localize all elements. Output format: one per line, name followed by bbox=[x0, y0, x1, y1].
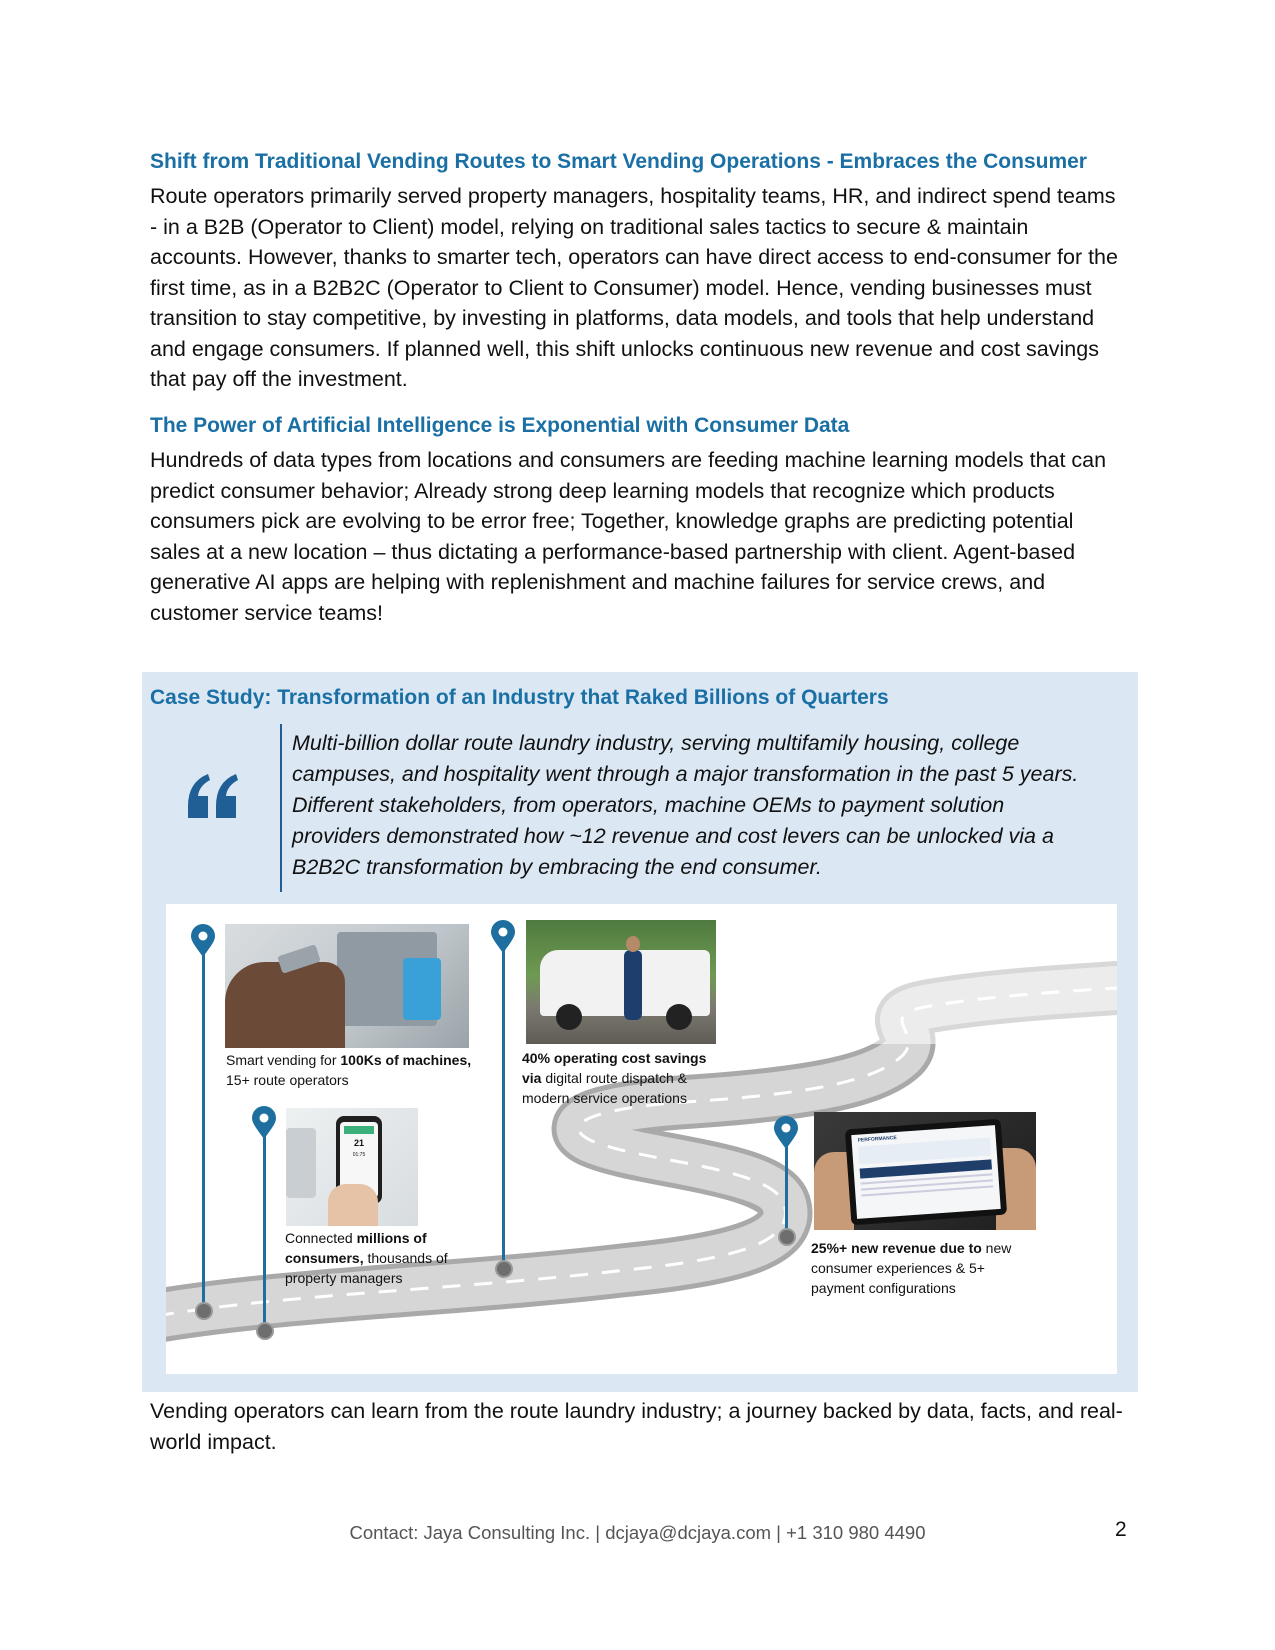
phone-screen-small: 01:75 bbox=[352, 1152, 366, 1158]
footer-contact: Contact: Jaya Consulting Inc. | dcjaya@dcjaya.com | +1 310 980 4490 bbox=[349, 1522, 926, 1543]
location-pin-icon bbox=[190, 924, 216, 958]
photo-tablet-dashboard bbox=[814, 1112, 1036, 1230]
closing-paragraph: Vending operators can learn from the route laundry industry; a journey backed by data, facts, and real-world impact. bbox=[150, 1399, 1123, 1454]
milestone-line-4 bbox=[785, 1144, 788, 1232]
road-marker-dot bbox=[195, 1302, 213, 1320]
case-study-heading: Case Study: Transformation of an Industry that Raked Billions of Quarters bbox=[150, 686, 889, 709]
photo-service-van bbox=[526, 920, 716, 1044]
quote-divider bbox=[280, 724, 282, 892]
roadmap-graphic bbox=[166, 904, 1117, 1374]
milestone-line-3 bbox=[502, 950, 505, 1268]
section-body-ai: Hundreds of data types from locations and consumers are feeding machine learning models that can predict consumer behavior; Already strong deep learning models that recognize which products consumers pick are evolving to be error free; Together, knowledge graphs are predicting potential sales at a new location – thus dictating a performance-based partnership with client. Agent-based generative AI apps are helping with replenishment and machine failures for service crews, and customer service teams! bbox=[150, 448, 1107, 625]
tablet-header: PERFORMANCE bbox=[857, 1134, 897, 1144]
section-heading-ai: The Power of Artificial Intelligence is Exponential with Consumer Data bbox=[150, 414, 850, 437]
milestone-caption-cost-savings: 40% operating cost savings via digital route dispatch & modern service operations bbox=[522, 1050, 707, 1106]
road-marker-dot bbox=[495, 1260, 513, 1278]
milestone-line-2 bbox=[263, 1136, 266, 1328]
phone-screen-number: 21 bbox=[353, 1138, 364, 1148]
milestone-caption-smart-vending: Smart vending for 100Ks of machines, 15+ route operators bbox=[226, 1052, 472, 1088]
section-heading-smart-vending: Shift from Traditional Vending Routes to Smart Vending Operations - Embraces the Consumer bbox=[150, 150, 1087, 173]
section-body-smart-vending: Route operators primarily served property managers, hospitality teams, HR, and indirect spend teams - in a B2B (Operator to Client) model, relying on traditional sales tactics to secure & maintain accounts. However, thanks to smarter tech, operators can have direct access to end-consumer for the first time, as in a B2B2C (Operator to Client to Consumer) model. Hence, vending businesses must transition to stay competitive, by investing in platforms, data models, and tools that help understand and engage consumers. If planned well, this shift unlocks continuous new revenue and cost savings that pay off the investment. bbox=[150, 184, 1118, 391]
case-study-quote: Multi-billion dollar route laundry industry, serving multifamily housing, college campuses, and hospitality went through a major transformation in the past 5 years. Different stakeholders, from operators, machine OEMs to payment solution providers demonstrated how ~12 revenue and cost levers can be unlocked via a B2B2C transformation by embracing the end consumer. bbox=[292, 731, 1079, 879]
milestone-caption-new-revenue: 25%+ new revenue due to new consumer experiences & 5+ payment configurations bbox=[811, 1240, 1012, 1296]
milestone-line-1 bbox=[202, 950, 205, 1310]
photo-mobile-app bbox=[286, 1108, 418, 1226]
location-pin-icon bbox=[490, 920, 516, 954]
location-pin-icon bbox=[251, 1106, 277, 1140]
case-study-panel bbox=[142, 672, 1138, 1392]
location-pin-icon bbox=[773, 1116, 799, 1150]
milestone-caption-connected-consumers: Connected millions of consumers, thousands of property managers bbox=[285, 1230, 448, 1286]
photo-smart-laundry-machine bbox=[225, 924, 469, 1048]
page-number: 2 bbox=[1115, 1518, 1127, 1541]
quote-icon bbox=[184, 768, 240, 828]
road-marker-dot bbox=[256, 1322, 274, 1340]
road-marker-dot bbox=[778, 1228, 796, 1246]
